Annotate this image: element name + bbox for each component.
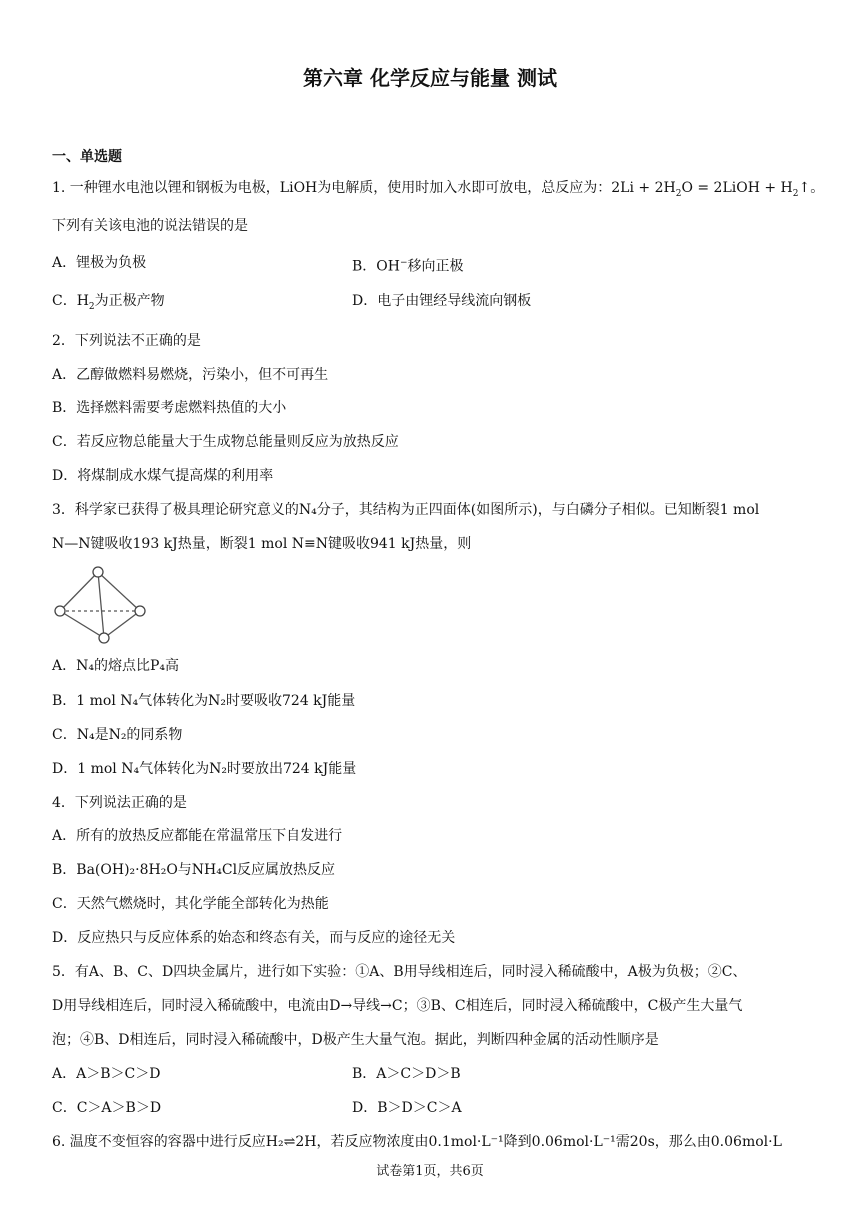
q3-stem-1: 3．科学家已获得了极具理论研究意义的N₄分子，其结构为正四面体(如图所示)，与白磷分子相似。已知断裂1 mol [52, 502, 760, 518]
q3-option-a: A．N₄的熔点比P₄高 [52, 658, 180, 674]
q5-option-a: A．A＞B＞C＞D [52, 1066, 161, 1082]
q1-stem-2: 下列有关该电池的说法错误的是 [52, 218, 248, 234]
q4-stem: 4．下列说法正确的是 [52, 795, 187, 811]
q4-option-c: C．天然气燃烧时，其化学能全部转化为热能 [52, 896, 329, 912]
q1-option-c: C．$H_2$为正极产物 [52, 293, 165, 312]
section-heading: 一、单选题 [52, 149, 122, 165]
q6-stem: 6. 温度不变恒容的容器中进行反应H₂⇌2H，若反应物浓度由0.1mol·L⁻¹降到0.06mol·L⁻¹需20s，那么由0.06mol·L [52, 1134, 782, 1150]
q5-option-b: B．A＞C＞D＞B [352, 1066, 461, 1082]
q2-option-d: D．将煤制成水煤气提高煤的利用率 [52, 468, 274, 484]
q2-option-b: B．选择燃料需要考虑燃料热值的大小 [52, 400, 287, 416]
q1-stem: 1. 一种锂水电池以锂和钢板为电极，LiOH为电解质，使用时加入水即可放电，总反应为：$2Li + 2H_2O$ = 2LiOH + $H_2↑$。 [52, 180, 825, 199]
q4-option-b: B．Ba(OH)₂·8H₂O与NH₄Cl反应属放热反应 [52, 862, 336, 878]
page-footer: 试卷第1页，共6页 [376, 1164, 484, 1179]
q2-option-c: C．若反应物总能量大于生成物总能量则反应为放热反应 [52, 434, 399, 450]
page-title: 第六章 化学反应与能量 测试 [303, 66, 557, 90]
q5-stem-1: 5．有A、B、C、D四块金属片，进行如下实验：①A、B用导线相连后，同时浸入稀硫酸中，A极为负极；②C、 [52, 964, 747, 980]
q2-stem: 2．下列说法不正确的是 [52, 333, 201, 349]
q4-option-d: D．反应热只与反应体系的始态和终态有关，而与反应的途径无关 [52, 930, 456, 946]
q3-option-d: D．1 mol N₄气体转化为N₂时要放出724 kJ能量 [52, 761, 357, 777]
q1-option-b: B．OH−移向正极 [352, 258, 464, 275]
q4-option-a: A．所有的放热反应都能在常温常压下自发进行 [52, 828, 343, 844]
q3-option-c: C．N₄是N₂的同系物 [52, 727, 183, 743]
q5-option-d: D．B＞D＞C＞A [352, 1100, 462, 1116]
q1-option-a: A．锂极为负极 [52, 255, 147, 271]
q5-stem-2: D用导线相连后，同时浸入稀硫酸中，电流由D→导线→C；③B、C相连后，同时浸入稀硫酸中，C极产生大量气 [52, 998, 743, 1014]
q2-option-a: A．乙醇做燃料易燃烧，污染小，但不可再生 [52, 367, 329, 383]
tetrahedron-molecule-figure [52, 564, 152, 646]
q1-option-d: D．电子由锂经导线流向钢板 [352, 293, 532, 309]
q5-option-c: C．C＞A＞B＞D [52, 1100, 162, 1116]
q5-stem-3: 泡；④B、D相连后，同时浸入稀硫酸中，D极产生大量气泡。据此，判断四种金属的活动性顺序是 [52, 1032, 659, 1048]
q3-option-b: B．1 mol N₄气体转化为N₂时要吸收724 kJ能量 [52, 693, 356, 709]
q3-stem-2: N—N键吸收193 kJ热量，断裂1 mol N≡N键吸收941 kJ热量，则 [52, 536, 472, 552]
